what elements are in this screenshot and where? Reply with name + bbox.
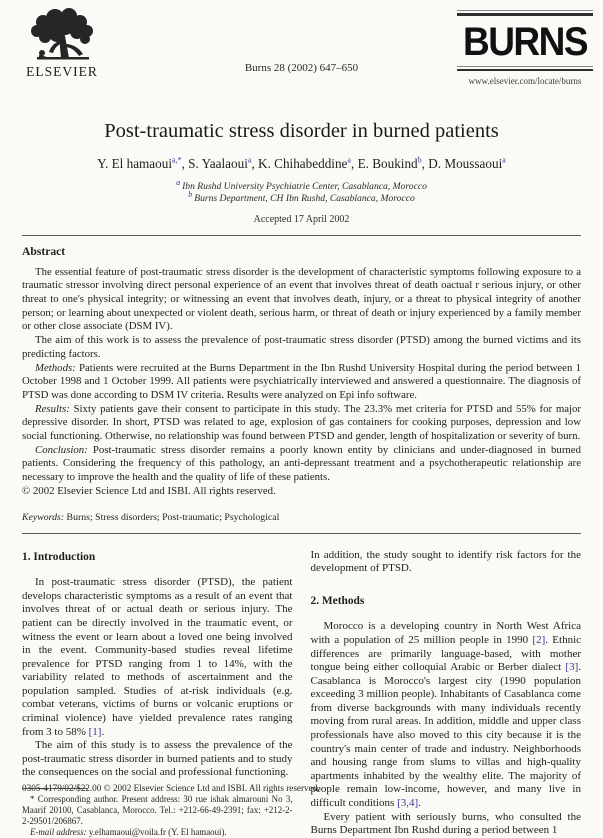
text-segment: .: [101, 725, 105, 738]
section-heading-methods: 2. Methods: [310, 594, 365, 607]
corresponding-author-footnote: [22, 788, 293, 838]
left-column: [22, 549, 293, 838]
affiliations: [0, 177, 603, 205]
affiliation-b: [0, 189, 603, 205]
text-segment: . Casablanca is Morocco's largest city (1990 population exceeding 3 million people). Inhabitants of Casablanca come from diverse backgrounds with many individuals recently moving from rural areas. In addition, middle and upper class professionals have also moved to this city because it is the country's main center of trade and industry. Neighborhoods and housing range from slums to villas and high-quality apartments inhabited by the wealthy elite. The majority of people remain low-income, however, and many live in difficult conditions: [310, 661, 581, 810]
text-segment: In post-traumatic stress disorder (PTSD), the patient develops characteristic symptoms as a result of an event that involves threat of or actual death or serious injury. The patient can be directly involved in the traumatic event, or witness the event or learn about a loved one being involved in the event. Community-based studies reveal lifetime prevalence for PTSD ranging from 1 to 14%, with the variability related to methods of ascertainment and the population sampled. Studies of at-risk individuals (e.g. combat veterans, victims of burns or volcanic eruptions or criminal violence) have yielded prevalence rates ranging from 3 to 58%: [22, 576, 293, 738]
text-segment: Results:: [35, 402, 74, 415]
abstract-section: [0, 245, 603, 499]
text-segment: a: [247, 155, 252, 165]
abstract-paragraph: [22, 362, 581, 403]
logo-rule-bottom-thick: [457, 69, 593, 72]
right-column: [311, 549, 582, 838]
keywords-line: [0, 512, 603, 523]
elsevier-wordmark: ELSEVIER: [26, 64, 98, 79]
burns-logo-block: [457, 10, 593, 86]
text-segment: .: [418, 797, 421, 810]
article-body: [0, 549, 603, 838]
abstract-paragraph: [22, 403, 581, 444]
text-segment: E-mail address:: [30, 826, 89, 837]
reference-link[interactable]: [3]: [565, 661, 579, 674]
text-segment: . Ethnic differences are primarily language-based, with mother tongue being either colloquial Arabic or Berber dialect: [310, 633, 582, 674]
section-heading-introduction: 1. Introduction: [22, 550, 96, 563]
text-segment: , D. Moussaoui: [421, 156, 503, 171]
text-segment: , E. Boukind: [350, 156, 418, 171]
methods-paragraph: Every patient with seriously burns, who consulted the Burns Department Ibn Rushd during a period between 1: [310, 810, 581, 837]
text-segment: Methods:: [35, 361, 79, 374]
text-segment: Morocco is a developing country in North West Africa with a population of 25 million people in 1990: [310, 620, 581, 646]
reference-link[interactable]: [1]: [88, 725, 102, 738]
article-title: Post-traumatic stress disorder in burned patients: [104, 120, 499, 142]
logo-rule-top-thick: [457, 13, 593, 16]
text-segment: Sixty patients gave their consent to participate in this study. The 23.3% met criteria for PTSD and 55% for major depressive disorder. In short, PTSD was related to age, explosion of gas containers for cooking purposes, depression and low social functioning. Otherwise, no relationship was found between PTSD and gender, length of hospitalization or severity of burn.: [22, 402, 582, 443]
text-segment: Post-traumatic stress disorder remains a poorly known entity by clinicians and under-diagnosed in burned patients. Considering the frequency of this pathology, an anti-depressant treatment and a psychotherapeutic relationship are necessary to improve the health and the quality of life of these patients.: [22, 443, 581, 484]
intro-paragraph: [22, 576, 293, 739]
text-segment: y.elhamaoui@voila.fr (Y. El hamaoui).: [88, 826, 227, 837]
text-segment: , K. Chihabeddine: [251, 156, 348, 171]
text-segment: b: [417, 155, 422, 165]
burns-wordmark: BURNS: [462, 18, 588, 64]
text-segment: , S. Yaalaoui: [181, 156, 248, 171]
text-segment: b: [188, 189, 195, 199]
issn-copyright-line: 0305-4179/02/$22.00 © 2002 Elsevier Science Ltd and ISBI. All rights reserved.: [22, 783, 320, 793]
page-header: [0, 0, 603, 106]
text-segment: Conclusion:: [35, 443, 93, 456]
text-segment: a: [502, 155, 506, 165]
text-segment: a,*: [172, 155, 182, 165]
intro-paragraph: The aim of this study is to assess the prevalence of the post-traumatic stress disorder in burned patients and to study the consequences on the social and professional functioning.: [22, 739, 293, 779]
divider-above-abstract: [22, 235, 581, 236]
methods-paragraph: [311, 620, 582, 810]
accepted-date: Accepted 17 April 2002: [253, 213, 350, 225]
abstract-paragraph: The essential feature of post-traumatic stress disorder is the development of characteristic symptoms following exposure to a traumatic stressor involving direct personal experience of an event that involves threat of death oactual r serious injury, or other threat to one's physical integrity; or witnessing an event that involves death, injury, or a threat to physical integrity of another person; or learning about unexpected or violent death, serious harm, or threat of death or injury experienced by a family member or other close associate (DSM IV).: [22, 265, 581, 333]
text-segment: Ibn Rushd University Psychiatrie Center, Casablanca, Morocco: [182, 181, 427, 192]
logo-rule-bottom-thin: [457, 66, 593, 67]
text-segment: Y. El hamaoui: [97, 156, 173, 171]
reference-link[interactable]: [2]: [532, 633, 546, 646]
journal-website-link[interactable]: www.elsevier.com/locate/burns: [468, 76, 582, 86]
divider-below-keywords: [22, 533, 581, 534]
reference-link[interactable]: [3,4]: [397, 797, 419, 810]
elsevier-tree-icon: [25, 6, 99, 64]
abstract-paragraph: [22, 444, 581, 485]
footnote-address: * Corresponding author. Present address: 30 rue ishak almarouni No 3, Maarif 20100, Casablanca, Morocco. Tel.: +212-66-49-2391; fax: +212-2-2-29501/206867.: [22, 793, 293, 826]
abstract-paragraph: The aim of this work is to assess the prevalence of post-traumatic stress disorder (PTSD) among the burned victims and its predicting factors.: [22, 334, 581, 360]
text-segment: Burns Department, CH Ibn Rushd, Casablanca, Morocco: [194, 192, 415, 204]
intro-continuation-paragraph: In addition, the study sought to identify risk factors for the development of PTSD.: [310, 548, 581, 575]
abstract-heading: Abstract: [22, 244, 66, 258]
footnote-email: [22, 827, 293, 838]
logo-rule-top-thin: [457, 10, 593, 11]
abstract-copyright: © 2002 Elsevier Science Ltd and ISBI. All rights reserved.: [22, 484, 276, 497]
journal-citation: Burns 28 (2002) 647–650: [244, 62, 359, 74]
text-segment: Keywords:: [22, 511, 67, 523]
text-segment: Patients were recruited at the Burns Department in the Ibn Rushd University Hospital during the period between 1 October 1998 and 1 October 1999. All patients were psychiatrically interviewed and answered a questionnaire. The diagnosis of PTSD was done according to DSM IV criteria. Results were analyzed on Epi info software.: [22, 361, 581, 401]
text-segment: a: [176, 177, 183, 187]
text-segment: a: [347, 155, 351, 165]
author-list: [0, 156, 603, 172]
affiliation-a: [0, 177, 603, 193]
text-segment: Burns; Stress disorders; Post-traumatic; Psychological: [66, 511, 280, 523]
